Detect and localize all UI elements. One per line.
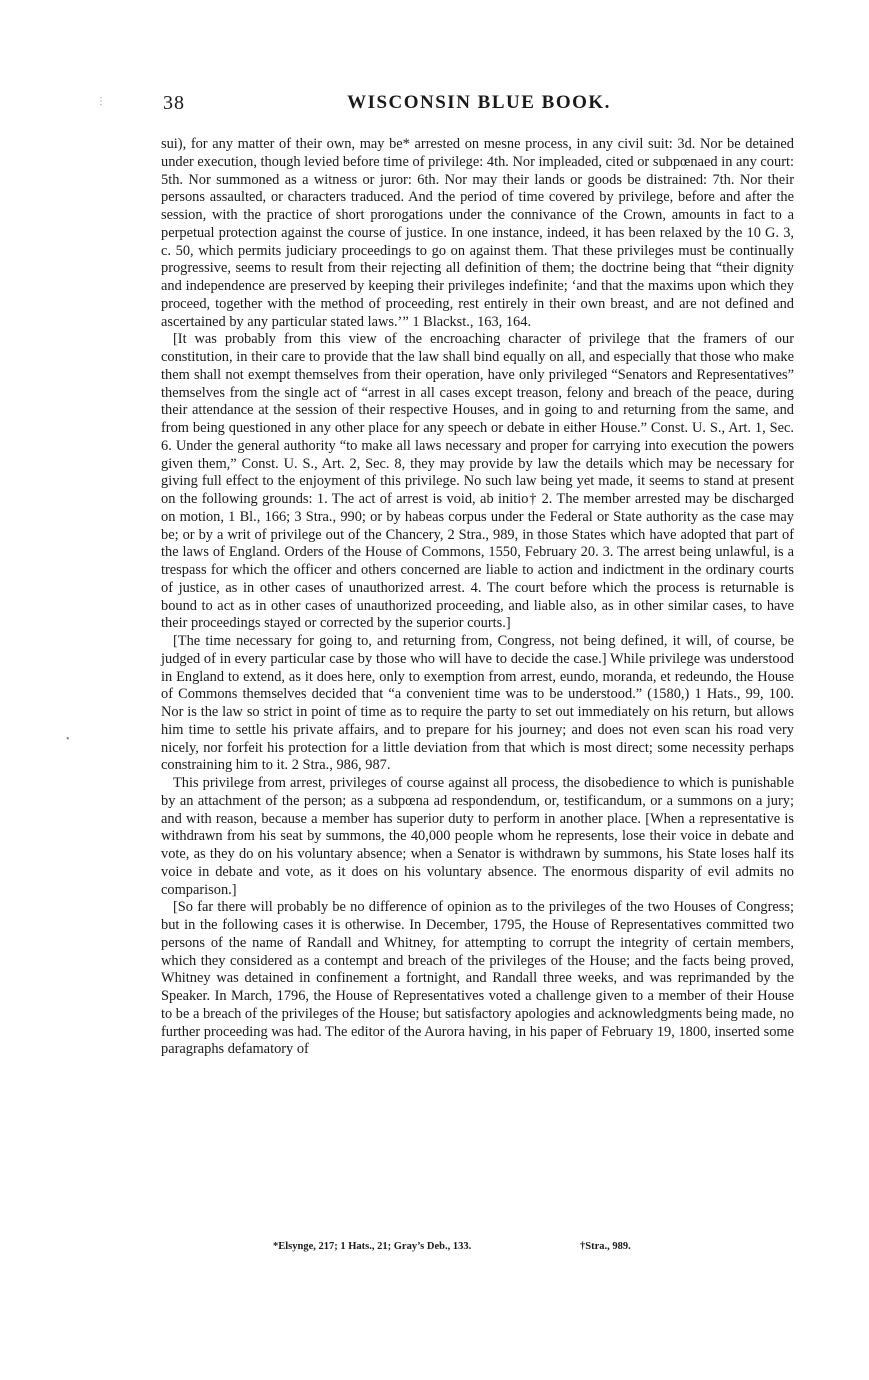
margin-speck: ⋮ [96,96,106,107]
page-header [163,92,795,118]
footnote-1: *Elsynge, 217; 1 Hats., 21; Gray’s Deb., 133. [273,1241,472,1252]
footnote-2: †Stra., 989. [580,1241,631,1252]
body-text [161,136,794,1059]
margin-speck: • [66,734,70,745]
paragraph: [So far there will probably be no difference of opinion as to the privileges of the two Houses of Congress; but in the following cases it is otherwise. In December, 1795, the House of Representatives committed two persons of the name of Randall and Whitney, for attempting to corrupt the integrity of certain members, which they considered as a contempt and breach of the privileges of the House; and the facts being proved, Whitney was detained in confinement a fortnight, and Randall three weeks, and was reprimanded by the Speaker. In March, 1796, the House of Representatives voted a challenge given to a member of their House to be a breach of the privileges of the House; but satisfactory apologies and acknowledgments being made, no further proceeding was had. The editor of the Aurora having, in his paper of February 19, 1800, inserted some paragraphs defamatory of [161,899,794,1058]
paragraph: This privilege from arrest, privileges of course against all process, the disobedience to which is punishable by an attachment of the person; as a subpœna ad respondendum, or, testificandum, or a summons on a jury; and with reason, because a member has superior duty to perform in another place. [When a representative is withdrawn from his seat by summons, the 40,000 people whom he represents, lose their voice in debate and vote, as they do on his voluntary absence; when a Senator is withdrawn by summons, his State loses half its voice in debate and vote, as it does on his voluntary absence. The enormous disparity of evil admits no comparison.] [161,775,794,898]
paragraph: [The time necessary for going to, and returning from, Congress, not being defined, it will, of course, be judged of in every particular case by those who will have to decide the case.] While privilege was understood in England to extend, as it does here, only to exemption from arrest, eundo, moranda, et redeundo, the House of Commons themselves decided that “a convenient time was to be understood.” (1580,) 1 Hats., 99, 100. Nor is the law so strict in point of time as to require the party to set out immediately on his return, but allows him time to settle his private affairs, and to prepare for his journey; and does not even scan his road very nicely, nor forfeit his protection for a little deviation from that which is most direct; some necessity perhaps constraining him to it. 2 Stra., 986, 987. [161,633,794,774]
footnotes [273,1241,673,1252]
paragraph: [It was probably from this view of the encroaching character of privilege that the framers of our constitution, in their care to provide that the law shall bind equally on all, and especially that those who make them shall not exempt themselves from their operation, have only privileged “Senators and Representatives” themselves from the single act of “arrest in all cases except treason, felony and breach of the peace, during their attendance at the session of their respective Houses, and in going to and returning from the same, and from being questioned in any other place for any speech or debate in either House.” Const. U. S., Art. 1, Sec. 6. Under the general authority “to make all laws necessary and proper for carrying into execution the powers given them,” Const. U. S., Art. 2, Sec. 8, they may provide by law the details which may be necessary for giving full effect to the enjoyment of this privilege. No such law being yet made, it seems to stand at present on the following grounds: 1. The act of arrest is void, ab initio† 2. The member arrested may be discharged on motion, 1 Bl., 166; 3 Stra., 990; or by habeas corpus under the Federal or State authority as the case may be; or by a writ of privilege out of the Chancery, 2 Stra., 989, in those States which have adopted that part of the laws of England. Orders of the House of Commons, 1550, February 20. 3. The arrest being unlawful, is a trespass for which the officer and others concerned are liable to action and indictment in the ordinary courts of justice, as in other cases of unauthorized arrest. 4. The court before which the process is returnable is bound to act as in other cases of unauthorized proceeding, and liable also, as in other similar cases, to have their proceedings stayed or corrected by the superior courts.] [161,331,794,632]
paragraph: sui), for any matter of their own, may be* arrested on mesne process, in any civil suit: 3d. Nor be detained under execution, though levied before time of privilege: 4th. Nor impleaded, cited or subpœnaed in any court: 5th. Nor summoned as a witness or juror: 6th. Nor may their lands or goods be distrained: 7th. Nor their persons assaulted, or characters traduced. And the period of time covered by privilege, before and after the session, with the practice of short prorogations under the connivance of the Crown, amounts in fact to a perpetual protection against the course of justice. In one instance, indeed, it has been relaxed by the 10 G. 3, c. 50, which permits judiciary proceedings to go on against them. That these privileges must be continually progressive, seems to result from their rejecting all definition of them; the doctrine being that “their dignity and independence are preserved by keeping their privileges indefinite; ‘and that the maxims upon which they proceed, together with the method of proceeding, rest entirely in their own breast, and are not defined and ascertained by any particular stated laws.’” 1 Blackst., 163, 164. [161,136,794,330]
page-number: 38 [163,92,185,114]
running-title: WISCONSIN BLUE BOOK. [347,92,611,113]
